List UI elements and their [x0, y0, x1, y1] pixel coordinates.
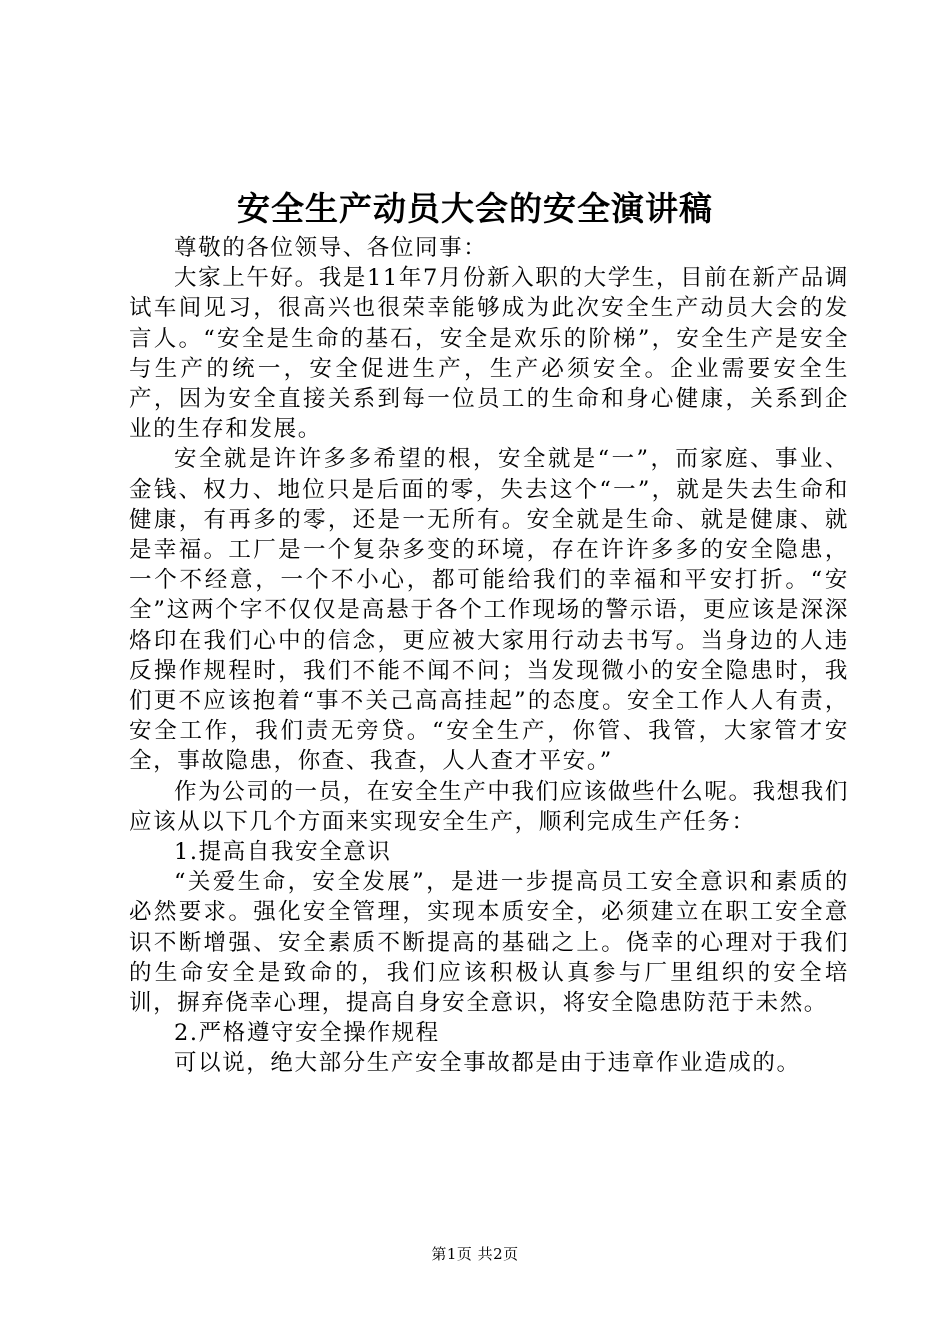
page-footer: 第1页 共2页 — [431, 1245, 519, 1263]
paragraph-safety-meaning: 安全就是许许多多希望的根，安全就是“一”，而家庭、事业、金钱、权力、地位只是后面的零，失去这个“一”，就是失去生命和健康，有再多的零，还是一无所有。安全就是生命、就是健康、就是幸福。工厂是一个复杂多变的环境，存在许许多多的安全隐患，一个不经意，一个不小心，都可能给我们的幸福和平安打折。“安全”这两个字不仅仅是高悬于各个工作现场的警示语，更应该是深深烙印在我们心中的信念，更应被大家用行动去书写。当身边的人违反操作规程时，我们不能不闻不问；当发现微小的安全隐患时，我们更不应该抱着“事不关己高高挂起”的态度。安全工作人人有责，安全工作，我们责无旁贷。“安全生产，你管、我管，大家管才安全，事故隐患，你查、我查，人人查才平安。” — [129, 446, 849, 775]
paragraph-intro: 大家上午好。我是11年7月份新入职的大学生，目前在新产品调试车间见习，很高兴也很荣幸能够成为此次安全生产动员大会的发言人。“安全是生命的基石，安全是欢乐的阶梯”，安全生产是安全与生产的统一，安全促进生产，生产必须安全。企业需要安全生产，因为安全直接关系到每一位员工的生命和身心健康，关系到企业的生存和发展。 — [129, 265, 849, 443]
paragraph-what-to-do: 作为公司的一员，在安全生产中我们应该做些什么呢。我想我们应该从以下几个方面来实现安全生产，顺利完成生产任务： — [129, 778, 849, 835]
document-title: 安全生产动员大会的安全演讲稿 — [237, 189, 713, 228]
section-paragraph-1: “关爱生命，安全发展”，是进一步提高员工安全意识和素质的必然要求。强化安全管理，实现本质安全，必须建立在职工安全意识不断增强、安全素质不断提高的基础之上。侥幸的心理对于我们的生命安全是致命的，我们应该积极认真参与厂里组织的安全培训，摒弃侥幸心理，提高自身安全意识，将安全隐患防范于未然。 — [129, 869, 849, 1017]
section-heading-2: 2.严格遵守安全操作规程 — [174, 1020, 440, 1047]
section-heading-1: 1.提高自我安全意识 — [174, 839, 392, 866]
document-body — [129, 233, 849, 1079]
salutation: 尊敬的各位领导、各位同事： — [174, 235, 488, 261]
section-paragraph-2: 可以说，绝大部分生产安全事故都是由于违章作业造成的。 — [174, 1050, 801, 1077]
